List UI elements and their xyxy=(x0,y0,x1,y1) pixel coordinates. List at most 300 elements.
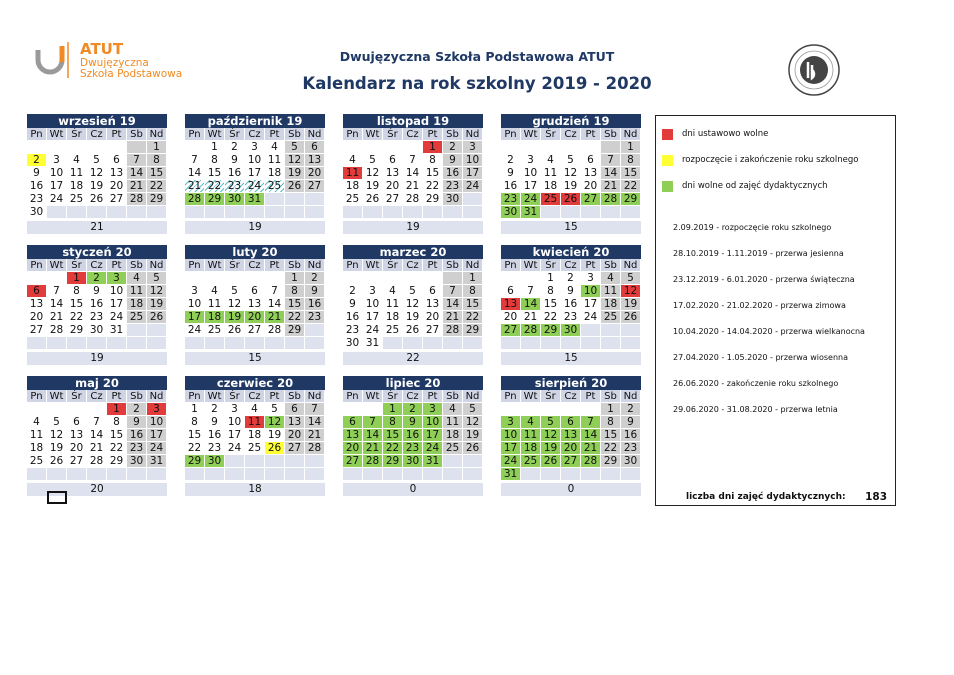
empty-cell xyxy=(581,141,601,154)
day-cell: 8 xyxy=(147,154,167,167)
day-cell: 16 xyxy=(305,298,325,311)
day-cell: 14 xyxy=(305,416,325,429)
month-grid xyxy=(501,390,641,481)
weekday-header: Nd xyxy=(305,128,325,141)
day-cell: 13 xyxy=(245,298,265,311)
empty-cell xyxy=(107,206,127,219)
day-cell: 31 xyxy=(107,324,127,337)
day-cell: 7 xyxy=(521,285,541,298)
empty-cell xyxy=(343,206,363,219)
day-cell: 5 xyxy=(147,272,167,285)
day-cell: 11 xyxy=(205,298,225,311)
teaching-days-month: 18 xyxy=(185,483,325,496)
day-cell: 10 xyxy=(521,167,541,180)
day-cell: 22 xyxy=(285,311,305,324)
day-cell: 13 xyxy=(423,298,443,311)
weekday-header: Cz xyxy=(403,128,423,141)
empty-cell xyxy=(147,337,167,350)
weekday-header: Wt xyxy=(47,390,67,403)
day-cell: 3 xyxy=(501,416,521,429)
empty-cell xyxy=(225,337,245,350)
day-cell: 12 xyxy=(285,154,305,167)
day-cell: 31 xyxy=(245,193,265,206)
day-cell: 28 xyxy=(265,324,285,337)
weekday-header: Cz xyxy=(87,259,107,272)
legend-swatch xyxy=(662,129,673,140)
teaching-days-month: 15 xyxy=(501,352,641,365)
empty-cell xyxy=(245,272,265,285)
day-cell: 11 xyxy=(245,416,265,429)
day-cell: 26 xyxy=(561,193,581,206)
empty-cell xyxy=(87,206,107,219)
day-cell: 19 xyxy=(403,311,423,324)
month-title: marzec 20 xyxy=(343,245,483,259)
day-cell: 29 xyxy=(621,193,641,206)
day-cell: 4 xyxy=(541,154,561,167)
empty-cell xyxy=(581,324,601,337)
day-cell: 2 xyxy=(443,141,463,154)
empty-cell xyxy=(541,141,561,154)
day-cell: 12 xyxy=(265,416,285,429)
day-cell: 25 xyxy=(541,193,561,206)
month-block xyxy=(185,114,325,234)
month-grid xyxy=(343,259,483,350)
day-cell: 25 xyxy=(443,442,463,455)
day-cell: 5 xyxy=(47,416,67,429)
month-block xyxy=(27,245,167,365)
day-cell: 25 xyxy=(245,442,265,455)
empty-cell xyxy=(423,206,443,219)
weekday-header: Cz xyxy=(561,128,581,141)
day-cell: 8 xyxy=(621,154,641,167)
day-cell: 30 xyxy=(403,455,423,468)
month-title: kwiecień 20 xyxy=(501,245,641,259)
day-cell: 6 xyxy=(107,154,127,167)
empty-cell xyxy=(245,468,265,481)
empty-cell xyxy=(47,141,67,154)
empty-cell xyxy=(225,455,245,468)
day-cell: 4 xyxy=(205,285,225,298)
day-cell: 10 xyxy=(363,298,383,311)
day-cell: 24 xyxy=(225,442,245,455)
empty-cell xyxy=(147,324,167,337)
weekday-header: Pn xyxy=(185,390,205,403)
empty-cell xyxy=(265,455,285,468)
weekday-header: Sb xyxy=(285,390,305,403)
empty-cell xyxy=(541,337,561,350)
day-cell: 15 xyxy=(285,298,305,311)
weekday-header: Sb xyxy=(127,390,147,403)
empty-cell xyxy=(67,468,87,481)
empty-cell xyxy=(383,141,403,154)
day-cell: 20 xyxy=(27,311,47,324)
day-cell: 24 xyxy=(501,455,521,468)
day-cell: 14 xyxy=(521,298,541,311)
weekday-header: Śr xyxy=(541,390,561,403)
weekday-header: Nd xyxy=(463,259,483,272)
day-cell: 26 xyxy=(621,311,641,324)
day-cell: 28 xyxy=(127,193,147,206)
teaching-days-month: 22 xyxy=(343,352,483,365)
day-cell: 9 xyxy=(343,298,363,311)
weekday-header: Pn xyxy=(185,259,205,272)
empty-cell xyxy=(521,403,541,416)
day-cell: 29 xyxy=(285,324,305,337)
empty-cell xyxy=(67,206,87,219)
day-cell: 6 xyxy=(27,285,47,298)
day-cell: 28 xyxy=(521,324,541,337)
day-cell: 27 xyxy=(107,193,127,206)
day-cell: 13 xyxy=(561,429,581,442)
day-cell: 30 xyxy=(621,455,641,468)
page-title: Kalendarz na rok szkolny 2019 - 2020 xyxy=(302,74,652,93)
day-cell: 19 xyxy=(561,180,581,193)
empty-cell xyxy=(423,272,443,285)
day-cell: 11 xyxy=(67,167,87,180)
empty-cell xyxy=(67,141,87,154)
day-cell: 22 xyxy=(383,442,403,455)
day-cell: 7 xyxy=(185,154,205,167)
day-cell: 28 xyxy=(443,324,463,337)
day-cell: 21 xyxy=(581,442,601,455)
weekday-header: Wt xyxy=(363,128,383,141)
month-grid xyxy=(27,259,167,350)
weekday-header: Pt xyxy=(423,128,443,141)
day-cell: 20 xyxy=(67,442,87,455)
empty-cell xyxy=(383,337,403,350)
empty-cell xyxy=(47,337,67,350)
day-cell: 10 xyxy=(107,285,127,298)
weekday-header: Śr xyxy=(383,390,403,403)
weekday-header: Sb xyxy=(127,128,147,141)
empty-cell xyxy=(601,468,621,481)
day-cell: 19 xyxy=(463,429,483,442)
teaching-days-month: 19 xyxy=(343,221,483,234)
day-cell: 17 xyxy=(363,311,383,324)
day-cell: 8 xyxy=(107,416,127,429)
teaching-days-count: 183 xyxy=(865,491,887,503)
day-cell: 17 xyxy=(581,298,601,311)
empty-cell xyxy=(581,337,601,350)
day-cell: 1 xyxy=(185,403,205,416)
month-block xyxy=(501,245,641,365)
day-cell: 18 xyxy=(265,167,285,180)
month-block xyxy=(501,114,641,234)
day-cell: 24 xyxy=(463,180,483,193)
empty-cell xyxy=(521,337,541,350)
day-cell: 22 xyxy=(621,180,641,193)
day-cell: 5 xyxy=(363,154,383,167)
weekday-header: Pn xyxy=(27,390,47,403)
legend-event: 26.06.2020 - zakończenie roku szkolnego xyxy=(673,379,839,388)
day-cell: 5 xyxy=(403,285,423,298)
day-cell: 1 xyxy=(383,403,403,416)
weekday-header: Wt xyxy=(47,128,67,141)
weekday-header: Pn xyxy=(27,128,47,141)
day-cell: 18 xyxy=(27,442,47,455)
day-cell: 25 xyxy=(27,455,47,468)
month-title: grudzień 19 xyxy=(501,114,641,128)
month-title: maj 20 xyxy=(27,376,167,390)
month-grid xyxy=(185,390,325,481)
empty-cell xyxy=(463,337,483,350)
day-cell: 3 xyxy=(423,403,443,416)
weekday-header: Sb xyxy=(601,390,621,403)
empty-cell xyxy=(185,272,205,285)
month-grid xyxy=(501,259,641,350)
weekday-header: Cz xyxy=(561,390,581,403)
day-cell: 4 xyxy=(265,141,285,154)
empty-cell xyxy=(541,206,561,219)
day-cell: 8 xyxy=(205,154,225,167)
empty-cell xyxy=(443,272,463,285)
weekday-header: Pn xyxy=(343,128,363,141)
day-cell: 25 xyxy=(343,193,363,206)
empty-cell xyxy=(541,403,561,416)
day-cell: 24 xyxy=(363,324,383,337)
day-cell: 8 xyxy=(541,285,561,298)
month-title: styczeń 20 xyxy=(27,245,167,259)
empty-cell xyxy=(621,206,641,219)
empty-cell xyxy=(67,403,87,416)
day-cell: 9 xyxy=(621,416,641,429)
empty-box xyxy=(47,491,67,504)
day-cell: 27 xyxy=(285,442,305,455)
day-cell: 5 xyxy=(225,285,245,298)
day-cell: 22 xyxy=(185,442,205,455)
weekday-header: Pn xyxy=(501,259,521,272)
day-cell: 1 xyxy=(147,141,167,154)
empty-cell xyxy=(27,337,47,350)
day-cell: 30 xyxy=(501,206,521,219)
empty-cell xyxy=(265,193,285,206)
day-cell: 19 xyxy=(265,429,285,442)
month-title: listopad 19 xyxy=(343,114,483,128)
empty-cell xyxy=(127,206,147,219)
day-cell: 7 xyxy=(363,416,383,429)
empty-cell xyxy=(305,468,325,481)
empty-cell xyxy=(147,468,167,481)
day-cell: 17 xyxy=(147,429,167,442)
day-cell: 2 xyxy=(403,403,423,416)
day-cell: 16 xyxy=(501,180,521,193)
day-cell: 18 xyxy=(521,442,541,455)
day-cell: 4 xyxy=(521,416,541,429)
weekday-header: Cz xyxy=(245,390,265,403)
legend-label: dni wolne od zajęć dydaktycznych xyxy=(682,181,828,191)
empty-cell xyxy=(403,141,423,154)
weekday-header: Pn xyxy=(501,128,521,141)
day-cell: 12 xyxy=(541,429,561,442)
month-grid xyxy=(185,259,325,350)
day-cell: 13 xyxy=(305,154,325,167)
day-cell: 7 xyxy=(601,154,621,167)
weekday-header: Sb xyxy=(285,259,305,272)
legend-swatch xyxy=(662,181,673,192)
day-cell: 23 xyxy=(305,311,325,324)
day-cell: 20 xyxy=(343,442,363,455)
day-cell: 10 xyxy=(463,154,483,167)
day-cell: 13 xyxy=(383,167,403,180)
empty-cell xyxy=(443,468,463,481)
day-cell: 11 xyxy=(383,298,403,311)
day-cell: 13 xyxy=(67,429,87,442)
empty-cell xyxy=(27,141,47,154)
empty-cell xyxy=(363,272,383,285)
day-cell: 23 xyxy=(443,180,463,193)
day-cell: 25 xyxy=(67,193,87,206)
day-cell: 28 xyxy=(87,455,107,468)
day-cell: 13 xyxy=(285,416,305,429)
day-cell: 1 xyxy=(107,403,127,416)
empty-cell xyxy=(403,337,423,350)
empty-cell xyxy=(87,403,107,416)
day-cell: 22 xyxy=(423,180,443,193)
day-cell: 9 xyxy=(443,154,463,167)
day-cell: 20 xyxy=(561,442,581,455)
day-cell: 5 xyxy=(541,416,561,429)
weekday-header: Cz xyxy=(87,390,107,403)
empty-cell xyxy=(443,337,463,350)
legend-label: rozpoczęcie i zakończenie roku szkolnego xyxy=(682,155,859,165)
empty-cell xyxy=(363,206,383,219)
day-cell: 3 xyxy=(463,141,483,154)
empty-cell xyxy=(403,206,423,219)
day-cell: 4 xyxy=(127,272,147,285)
day-cell: 15 xyxy=(67,298,87,311)
empty-cell xyxy=(87,141,107,154)
empty-cell xyxy=(403,272,423,285)
day-cell: 10 xyxy=(245,154,265,167)
day-cell: 18 xyxy=(67,180,87,193)
weekday-header: Cz xyxy=(561,259,581,272)
empty-cell xyxy=(27,403,47,416)
teaching-days-month: 15 xyxy=(501,221,641,234)
day-cell: 27 xyxy=(343,455,363,468)
day-cell: 26 xyxy=(363,193,383,206)
day-cell: 5 xyxy=(265,403,285,416)
empty-cell xyxy=(47,206,67,219)
legend-event: 28.10.2019 - 1.11.2019 - przerwa jesienna xyxy=(673,249,844,258)
day-cell: 1 xyxy=(463,272,483,285)
day-cell: 3 xyxy=(185,285,205,298)
day-cell: 23 xyxy=(27,193,47,206)
day-cell: 24 xyxy=(107,311,127,324)
day-cell: 16 xyxy=(621,429,641,442)
month-grid xyxy=(501,128,641,219)
weekday-header: Wt xyxy=(521,128,541,141)
day-cell: 14 xyxy=(601,167,621,180)
weekday-header: Wt xyxy=(363,259,383,272)
day-cell: 2 xyxy=(305,272,325,285)
empty-cell xyxy=(27,468,47,481)
school-name: Dwujęzyczna Szkoła Podstawowa ATUT xyxy=(339,49,615,64)
empty-cell xyxy=(601,337,621,350)
day-cell: 15 xyxy=(601,429,621,442)
day-cell: 26 xyxy=(541,455,561,468)
day-cell: 4 xyxy=(383,285,403,298)
empty-cell xyxy=(107,468,127,481)
day-cell: 19 xyxy=(225,311,245,324)
empty-cell xyxy=(265,272,285,285)
day-cell: 6 xyxy=(245,285,265,298)
empty-cell xyxy=(581,468,601,481)
day-cell: 3 xyxy=(245,141,265,154)
empty-cell xyxy=(581,206,601,219)
day-cell: 31 xyxy=(423,455,443,468)
day-cell: 15 xyxy=(621,167,641,180)
day-cell: 20 xyxy=(423,311,443,324)
day-cell: 17 xyxy=(245,167,265,180)
day-cell: 18 xyxy=(127,298,147,311)
day-cell: 29 xyxy=(67,324,87,337)
day-cell: 28 xyxy=(403,193,423,206)
day-cell: 1 xyxy=(621,141,641,154)
day-cell: 5 xyxy=(87,154,107,167)
day-cell: 1 xyxy=(423,141,443,154)
day-cell: 13 xyxy=(343,429,363,442)
day-cell: 9 xyxy=(127,416,147,429)
weekday-header: Sb xyxy=(443,390,463,403)
day-cell: 7 xyxy=(305,403,325,416)
logo-name: ATUT xyxy=(80,40,124,58)
weekday-header: Śr xyxy=(67,390,87,403)
day-cell: 13 xyxy=(581,167,601,180)
day-cell: 1 xyxy=(205,141,225,154)
day-cell: 7 xyxy=(265,285,285,298)
day-cell: 3 xyxy=(521,154,541,167)
empty-cell xyxy=(343,272,363,285)
day-cell: 14 xyxy=(363,429,383,442)
day-cell: 6 xyxy=(383,154,403,167)
day-cell: 11 xyxy=(541,167,561,180)
empty-cell xyxy=(561,403,581,416)
day-cell: 24 xyxy=(147,442,167,455)
weekday-header: Nd xyxy=(621,390,641,403)
empty-cell xyxy=(343,468,363,481)
day-cell: 6 xyxy=(501,285,521,298)
weekday-header: Cz xyxy=(403,259,423,272)
weekday-header: Pt xyxy=(265,390,285,403)
day-cell: 29 xyxy=(185,455,205,468)
day-cell: 18 xyxy=(383,311,403,324)
empty-cell xyxy=(245,455,265,468)
day-cell: 22 xyxy=(147,180,167,193)
day-cell: 27 xyxy=(27,324,47,337)
empty-cell xyxy=(87,337,107,350)
month-block xyxy=(27,114,167,234)
day-cell: 31 xyxy=(363,337,383,350)
day-cell: 23 xyxy=(87,311,107,324)
empty-cell xyxy=(463,455,483,468)
day-cell: 17 xyxy=(225,429,245,442)
day-cell: 25 xyxy=(521,455,541,468)
day-cell: 15 xyxy=(147,167,167,180)
empty-cell xyxy=(265,206,285,219)
day-cell: 1 xyxy=(285,272,305,285)
day-cell: 28 xyxy=(185,193,205,206)
day-cell: 10 xyxy=(581,285,601,298)
day-cell: 20 xyxy=(383,180,403,193)
day-cell: 18 xyxy=(443,429,463,442)
empty-cell xyxy=(601,141,621,154)
day-cell: 27 xyxy=(67,455,87,468)
empty-cell xyxy=(501,403,521,416)
day-cell: 2 xyxy=(225,141,245,154)
day-cell: 26 xyxy=(87,193,107,206)
day-cell: 9 xyxy=(403,416,423,429)
day-cell: 20 xyxy=(305,167,325,180)
